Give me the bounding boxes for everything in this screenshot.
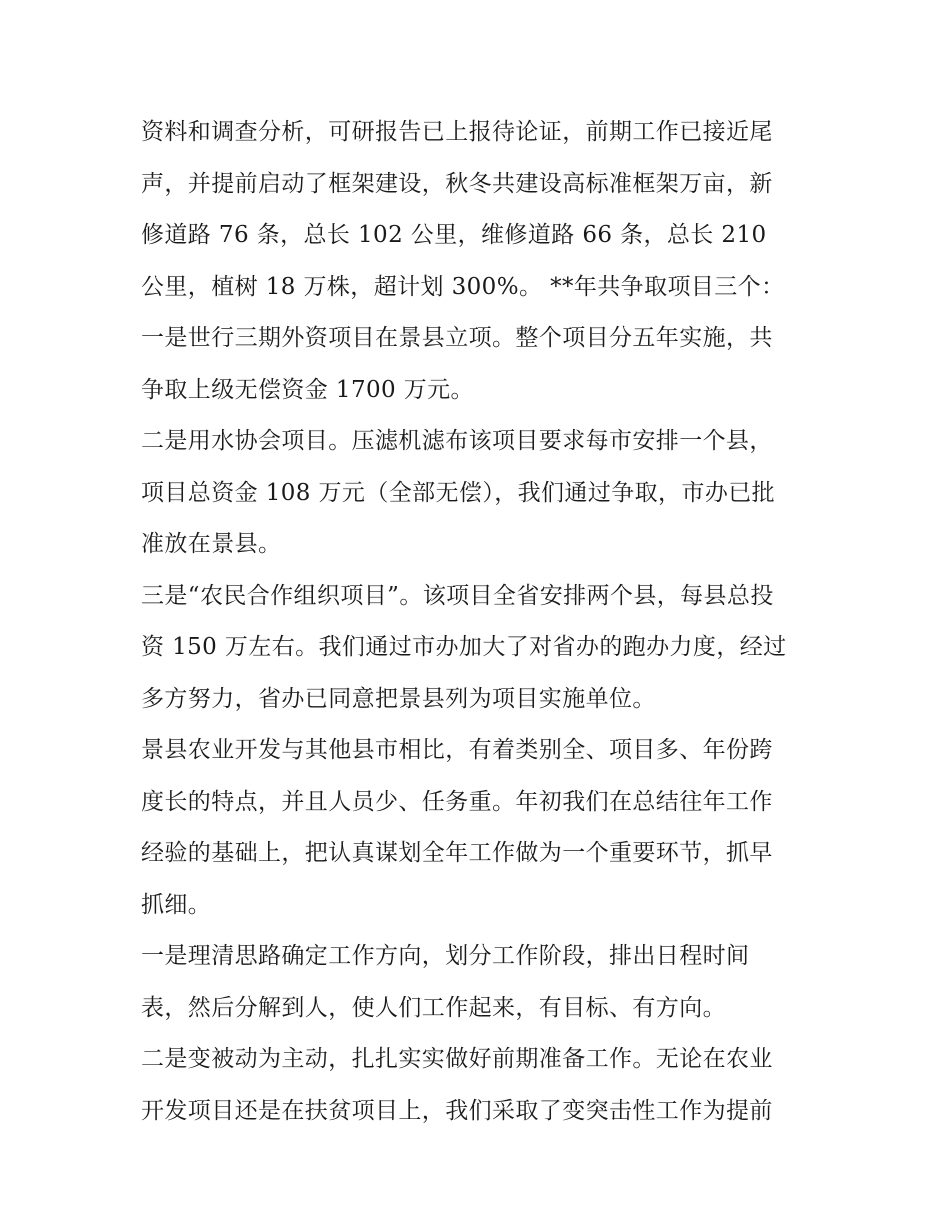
text-line: 准放在景县。 (141, 531, 282, 557)
text-line: 三是“农民合作组织项目”。该项目全省安排两个县，每县总投 (141, 582, 774, 609)
text-line: 二是用水协会项目。压滤机滤布该项目要求每市安排一个县， (141, 428, 773, 454)
text-line: 景县农业开发与其他县市相比，有着类别全、项目多、年份跨 (141, 737, 773, 763)
text-line: 一是世行三期外资项目在景县立项。整个项目分五年实施，共 (141, 325, 773, 351)
text-line: 公里，植树 18 万株，超计划 300%。 **年共争取项目三个： (141, 273, 785, 300)
text-line: 多方努力，省办已同意把景县列为项目实施单位。 (141, 685, 656, 712)
text-line: 经验的基础上，把认真谋划全年工作做为一个重要环节，抓早 (141, 840, 773, 866)
text-line: 声，并提前启动了框架建设，秋冬共建设高标准框架万亩，新 (141, 170, 773, 197)
text-line: 一是理清思路确定工作方向，划分工作阶段，排出日程时间 (141, 943, 750, 969)
text-line: 度长的特点，并且人员少、任务重。年初我们在总结往年工作 (141, 788, 773, 815)
text-line: 资料和调查分析，可研报告已上报待论证，前期工作已接近尾 (141, 119, 773, 145)
document-body (141, 107, 821, 1137)
text-line: 开发项目还是在扶贫项目上，我们采取了变突击性工作为提前 (141, 1097, 773, 1124)
text-line: 二是变被动为主动，扎扎实实做好前期准备工作。无论在农业 (141, 1046, 773, 1072)
text-line: 项目总资金 108 万元（全部无偿），我们通过争取，市办已批 (141, 479, 776, 506)
text-line: 修道路 76 条，总长 102 公里，维修道路 66 条，总长 210 (141, 222, 767, 248)
text-line: 争取上级无偿资金 1700 万元。 (141, 376, 474, 403)
text-line: 表，然后分解到人，使人们工作起来，有目标、有方向。 (141, 994, 726, 1021)
text-line: 抓细。 (141, 891, 212, 918)
text-line: 资 150 万左右。我们通过市办加大了对省办的跑办力度，经过 (141, 634, 787, 660)
